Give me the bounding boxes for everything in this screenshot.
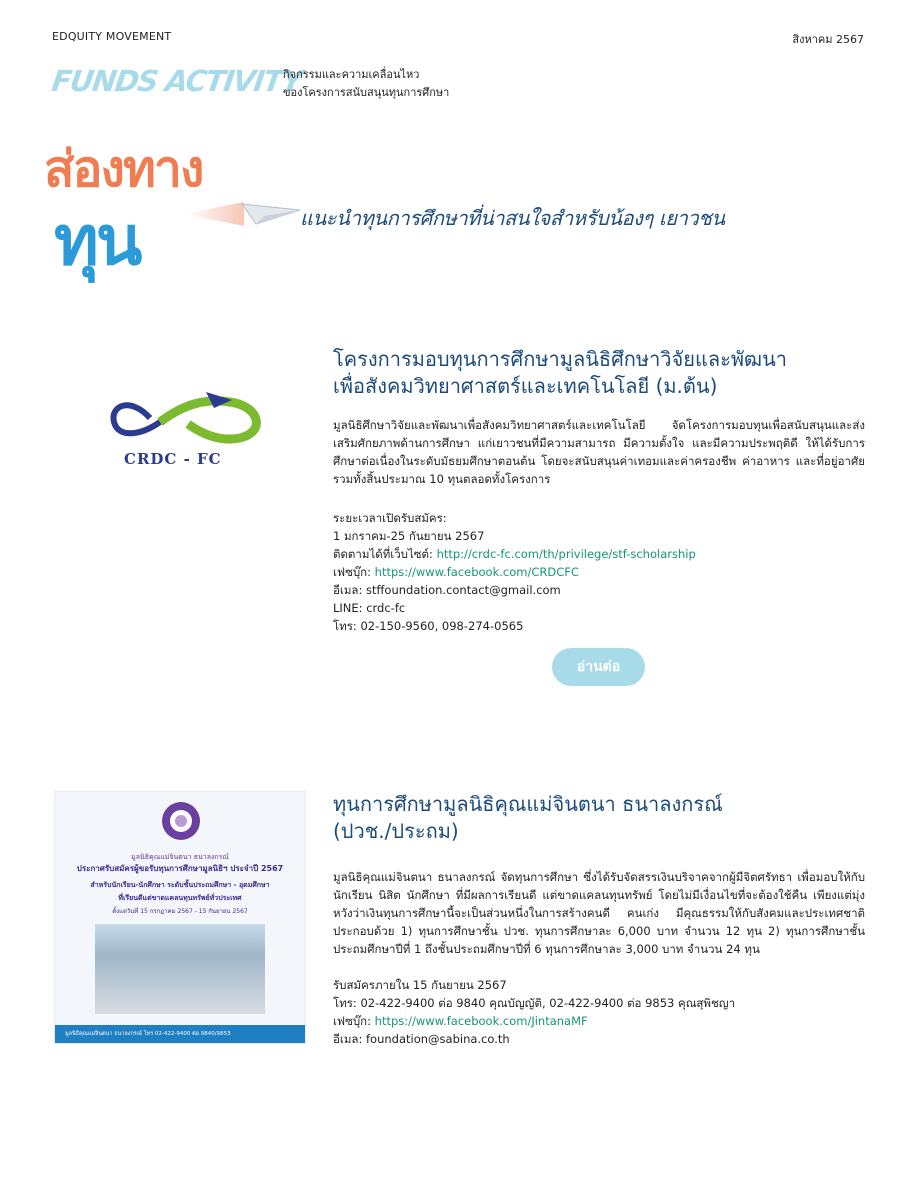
poster-footer: มูลนิธิคุณแม่จินตนา ธนาลงกรณ์ โทร 02-422-9400 ต่อ 9840/9853 — [55, 1025, 305, 1043]
poster-date: ตั้งแต่วันที่ 15 กรกฎาคม 2567 - 15 กันยายน 2567 — [112, 908, 248, 915]
tagline: แนะนำทุนการศึกษาที่น่าสนใจสำหรับน้องๆ เยาวชน — [300, 206, 725, 230]
poster-org: มูลนิธิคุณแม่จินตนา ธนาลงกรณ์ — [131, 853, 229, 861]
website-label: ติดตามได้ที่เว็บไซต์: — [333, 547, 437, 561]
song-thang-tun-logo — [44, 130, 264, 290]
poster-line-2: ที่เรียนดีแต่ขาดแคลนทุนทรัพย์ทั่วประเทศ — [118, 894, 242, 902]
facebook-row — [333, 563, 696, 581]
section-title: FUNDS ACTIVITY — [49, 64, 304, 98]
group-photo — [95, 924, 265, 1014]
scholarship-1-description: มูลนิธิศึกษาวิจัยและพัฒนาเพื่อสังคมวิทยาศาสตร์และเทคโนโลยี จัดโครงการมอบทุนเพื่อสนับสนุนและส่งเสริมศักยภาพด้านการศึกษา แก่เยาวชนที่มีความสามารถ มีความตั้งใจ และมีความประพฤติดี ให้ได้รับการศึกษาต่อเนื่องในระดับมัธยมศึกษาตอนต้น โดยจะสนับสนุนค่าเทอมและค่าครองชีพ ค่าอาหาร และที่อยู่อาศัย รวมทั้งสิ้นประมาณ 10 ทุนตลอดทั้งโครงการ — [333, 418, 865, 486]
phone-row: โทร: 02-150-9560, 098-274-0565 — [333, 619, 524, 633]
facebook-label: เฟซบุ๊ก: — [333, 565, 375, 579]
period-label: ระยะเวลาเปิดรับสมัคร: — [333, 511, 447, 525]
infinity-icon — [110, 388, 268, 448]
period-value: 1 มกราคม-25 กันยายน 2567 — [333, 529, 485, 543]
brand-name: EDQUITY MOVEMENT — [52, 30, 172, 43]
read-more-button[interactable]: อ่านต่อ — [552, 648, 645, 686]
phone-row: โทร: 02-422-9400 ต่อ 9840 คุณบัญญัติ, 02-422-9400 ต่อ 9853 คุณสุพิชญา — [333, 996, 736, 1010]
email-row: อีเมล: foundation@sabina.co.th — [333, 1032, 510, 1046]
facebook-label: เฟซบุ๊ก: — [333, 1014, 375, 1028]
website-row — [333, 545, 696, 563]
title-line-2: (ปวช./ประถม) — [333, 819, 459, 843]
scholarship-2-title — [333, 791, 873, 845]
facebook-link[interactable]: https://www.facebook.com/JintanaMF — [374, 1014, 588, 1028]
poster-title: ประกาศรับสมัครผู้ขอรับทุนการศึกษามูลนิธิฯ ประจำปี 2567 — [76, 864, 284, 873]
paper-plane-icon — [184, 194, 302, 234]
scholarship-1-title — [333, 346, 873, 400]
facebook-link[interactable]: https://www.facebook.com/CRDCFC — [374, 565, 579, 579]
subtitle-line-2: ของโครงการสนับสนุนทุนการศึกษา — [283, 86, 450, 99]
subtitle-line-1: กิจกรรมและความเคลื่อนไหว — [283, 68, 420, 81]
deadline-row: รับสมัครภายใน 15 กันยายน 2567 — [333, 978, 507, 992]
scholarship-1-contact — [333, 509, 696, 635]
section-subtitle — [283, 66, 449, 102]
title-line-1: โครงการมอบทุนการศึกษามูลนิธิศึกษาวิจัยและพัฒนา — [333, 347, 788, 371]
crdc-logo-text: CRDC - FC — [124, 450, 222, 468]
crdc-fc-logo — [110, 388, 268, 478]
email-row: อีเมล: stffoundation.contact@gmail.com — [333, 583, 561, 597]
poster-line-1: สำหรับนักเรียน-นักศึกษา ระดับชั้นประถมศึกษา - อุดมศึกษา — [90, 881, 270, 889]
title-line-2: เพื่อสังคมวิทยาศาสตร์และเทคโนโลยี (ม.ต้น) — [333, 374, 718, 398]
scholarship-2-contact — [333, 976, 735, 1048]
issue-date: สิงหาคม 2567 — [792, 33, 864, 46]
logo-bottom-text: ทุน — [54, 202, 140, 281]
logo-top-text: ส่องทาง — [44, 140, 203, 198]
foundation-emblem-icon — [160, 800, 202, 842]
line-row: LINE: crdc-fc — [333, 601, 406, 615]
jintana-poster — [54, 791, 306, 1044]
scholarship-2-description: มูลนิธิคุณแม่จินตนา ธนาลงกรณ์ จัดทุนการศึกษา ซึ่งได้รับจัดสรรเงินบริจาคจากผู้มีจิตศรัทธา เพื่อมอบให้กับนักเรียน นิสิต นักศึกษา ที่มีผลการเรียนดี แต่ขาดแคลนทุนทรัพย์ โดยไม่มีเงื่อนไขที่จะต้องใช้คืน เพียงแต่มุ่งหวังว่าเงินทุนการศึกษานี้จะเป็นส่วนหนึ่งในการสร้างคนดี คนเก่ง มีคุณธรรมให้กับสังคมและประเทศชาติ ประกอบด้วย 1) ทุนการศึกษาชั้น ปวช. ทุนการศึกษาละ 6,000 บาท จำนวน 12 ทุน 2) ทุนการศึกษาชั้นประถมศึกษาปีที่ 1 ถึงชั้นประถมศึกษาปีที่ 6 ทุนการศึกษาละ 3,000 บาท จำนวน 24 ทุน — [333, 870, 865, 956]
facebook-row — [333, 1012, 735, 1030]
website-link[interactable]: http://crdc-fc.com/th/privilege/stf-scholarship — [436, 547, 696, 561]
title-line-1: ทุนการศึกษามูลนิธิคุณแม่จินตนา ธนาลงกรณ์ — [333, 792, 723, 816]
